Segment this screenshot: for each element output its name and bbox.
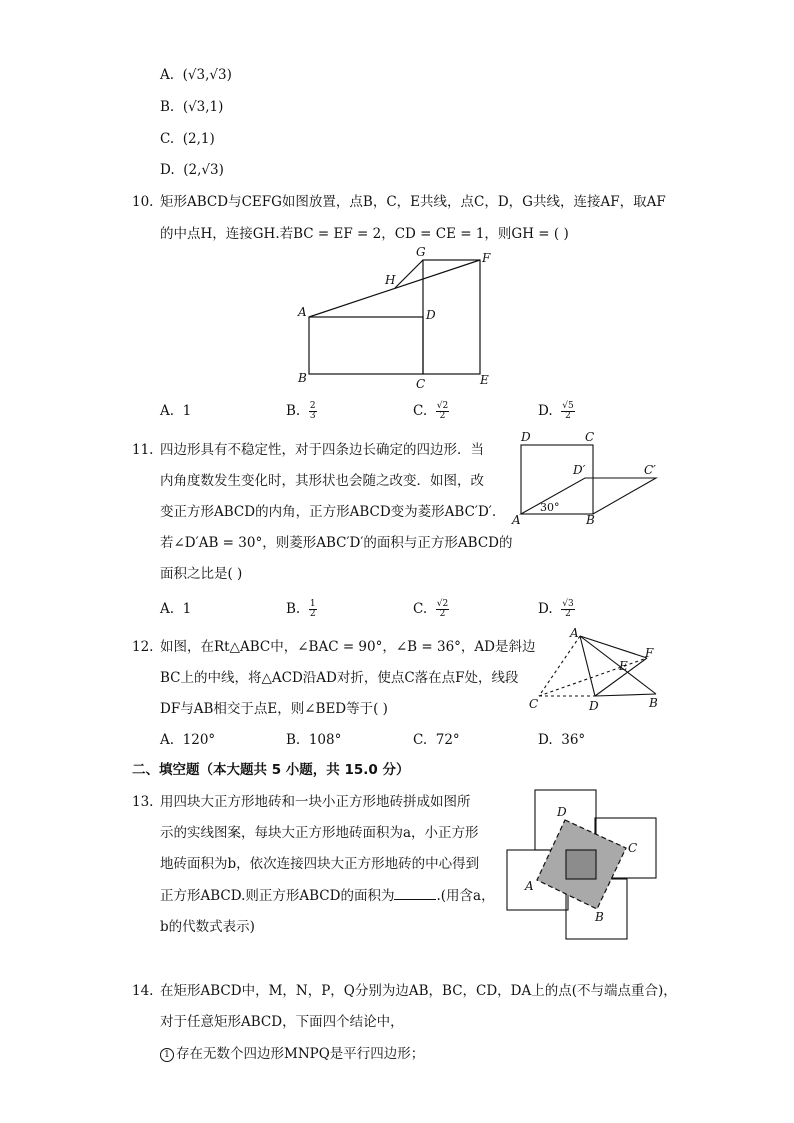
q11-line5: 面积之比是( ) [160,566,243,582]
q13-label-b: B [595,910,604,924]
q14-item1 [160,1045,424,1063]
q11-option-d-den: 2 [565,609,571,619]
q11-option-b-letter: B. [286,601,301,617]
q11-option-c [413,600,449,619]
q13-figure [505,788,660,943]
q12-segment-af [580,636,647,658]
q11-angle-label: 30° [540,501,560,514]
q13-line4-text: 正方形ABCD.则正方形ABCD的面积为 [160,888,395,904]
q10-figure [290,244,510,394]
q10-label-e: E [480,373,489,387]
q10-option-c [413,402,449,421]
q12-segment-db [595,694,656,696]
q11-line1: 四边形具有不稳定性，对于四条边长确定的四边形．当 [160,442,484,458]
q12-option-d-text: 36° [561,732,586,748]
q9-option-a-letter: A. [160,67,175,83]
q14-number: 14. [132,983,154,999]
q11-option-b-den: 2 [309,609,316,619]
q10-line2: 的中点H，连接GH.若BC = EF = 2，CD = CE = 1，则GH = ( ) [160,226,569,242]
q14-line2: 对于任意矩形ABCD，下面四个结论中， [160,1014,404,1030]
q11-label-d: D [521,430,531,444]
q10-option-c-letter: C. [413,403,428,419]
q12-option-a-text: 120° [182,732,216,748]
q10-label-a: A [298,305,307,319]
q12-option-d [538,731,585,749]
q14-item1-marker: 1 [160,1048,174,1062]
q9-option-c-letter: C. [160,131,175,147]
q11-option-c-num: √2 [436,599,449,609]
q12-option-c [413,731,460,749]
q10-option-b-letter: B. [286,403,301,419]
q10-option-d [538,402,575,421]
q13-line2: 示的实线图案，每块大正方形地砖面积为a，小正方形 [160,825,479,841]
q10-option-c-num: √2 [436,401,449,411]
q9-option-d-text: (2,√3) [183,162,224,178]
q9-option-c [160,130,215,148]
q11-option-b [286,600,317,619]
q10-option-b-fraction [309,402,317,421]
q12-line3: DF与AB相交于点E，则∠BED等于( ) [160,701,388,717]
q12-line1: 如图，在Rt△ABC中，∠BAC = 90°，∠B = 36°，AD是斜边 [160,639,536,655]
q11-label-a: A [512,513,521,527]
q10-label-h: H [385,273,396,287]
q11-option-d-fraction [561,600,574,619]
q11-option-c-letter: C. [413,601,428,617]
q9-option-c-text: (2,1) [182,131,215,147]
section-title-fill-in: 二、填空题（本大题共 5 小题，共 15.0 分） [132,762,410,778]
q11-option-a-letter: A. [160,601,175,617]
q13-line4 [160,887,495,905]
q12-label-c: C [529,697,539,711]
q11-option-d-letter: D. [538,601,553,617]
q11-line4: 若∠D′AB = 30°，则菱形ABC′D′的面积与正方形ABCD的 [160,535,513,551]
q10-option-b [286,402,317,421]
q13-line4-tail: .(用含a， [436,888,495,904]
q13-number: 13. [132,794,154,810]
q10-option-d-den: 2 [565,411,571,421]
q12-side-ab [580,636,656,694]
q12-option-d-letter: D. [538,732,553,748]
q11-figure [510,428,670,528]
q10-option-d-num: √5 [562,401,574,411]
q9-option-d-letter: D. [160,162,175,178]
q11-label-c: C [585,430,595,444]
q13-label-a: A [525,879,534,893]
q12-label-a: A [570,626,579,640]
q12-figure [525,626,665,711]
q13-small-square [566,850,596,879]
q12-label-e: E [619,659,628,673]
q10-label-b: B [298,371,307,385]
q11-label-d-prime: D′ [573,463,586,477]
q12-label-d: D [589,699,599,713]
q13-line3: 地砖面积为b，依次连接四块大正方形地砖的中心得到 [160,856,480,872]
q10-label-c: C [416,377,426,391]
q10-option-c-den: 2 [439,411,446,421]
q12-option-b-letter: B. [286,732,301,748]
q12-label-b: B [649,696,658,710]
q9-option-b [160,98,223,116]
q10-option-b-den: 3 [309,411,316,421]
q10-option-a [160,402,191,420]
q11-option-d [538,600,575,619]
q11-label-c-prime: C′ [644,463,656,477]
q14-item1-text: 存在无数个四边形MNPQ是平行四边形； [176,1046,425,1062]
q13-label-c: C [628,841,638,855]
q9-option-a [160,66,232,84]
q12-number: 12. [132,639,154,655]
q12-label-f: F [645,646,654,660]
q10-label-g: G [416,245,426,259]
q13-line5: b的代数式表示) [160,919,255,935]
q11-option-c-fraction [436,600,449,619]
q10-number: 10. [132,194,154,210]
q12-option-a-letter: A. [160,732,175,748]
q11-label-b: B [586,513,595,527]
q13-line1: 用四块大正方形地砖和一块小正方形地砖拼成如图所 [160,794,471,810]
q10-option-c-fraction [436,402,449,421]
q11-option-b-num: 1 [309,599,316,609]
q10-label-d: D [426,308,436,322]
q11-option-a [160,600,191,618]
q12-option-b-text: 108° [308,732,342,748]
q10-option-a-text: 1 [182,403,192,419]
q11-line2: 内角度数发生变化时，其形状也会随之改变．如图，改 [160,473,484,489]
q14-line1: 在矩形ABCD中，M，N，P，Q分别为边AB，BC，CD，DA上的点(不与端点重合)， [160,983,677,999]
q10-label-f: F [482,251,491,265]
q12-option-c-text: 72° [435,732,460,748]
q12-median-ad [580,636,595,696]
q10-line-af [309,260,480,317]
q12-segment-cf [539,658,647,696]
q12-line2: BC上的中线，将△ACD沿AD对折，使点C落在点F处，线段 [160,670,519,686]
q10-option-b-num: 2 [309,401,316,411]
q9-option-b-text: (√3,1) [182,99,224,115]
q9-option-d [160,161,224,179]
q11-option-b-fraction [309,600,317,619]
q9-option-a-text: (√3,√3) [182,67,232,83]
q10-option-d-fraction [561,402,574,421]
q12-side-ac [539,636,580,696]
q11-option-d-num: √3 [562,599,574,609]
q11-option-a-text: 1 [182,601,192,617]
q9-option-b-letter: B. [160,99,175,115]
q11-line3: 变正方形ABCD的内角，正方形ABCD变为菱形ABC′D′. [160,504,497,520]
q10-line1: 矩形ABCD与CEFG如图放置，点B，C，E共线，点C，D，G共线，连接AF，取AF [160,194,666,210]
q11-option-c-den: 2 [439,609,446,619]
q13-answer-blank[interactable] [394,887,436,900]
q11-number: 11. [132,442,154,458]
q12-option-b [286,731,341,749]
q10-option-d-letter: D. [538,403,553,419]
q12-option-a [160,731,215,749]
q10-option-a-letter: A. [160,403,175,419]
q13-label-d: D [557,805,567,819]
q12-option-c-letter: C. [413,732,428,748]
q10-rect-abcd [309,317,423,374]
